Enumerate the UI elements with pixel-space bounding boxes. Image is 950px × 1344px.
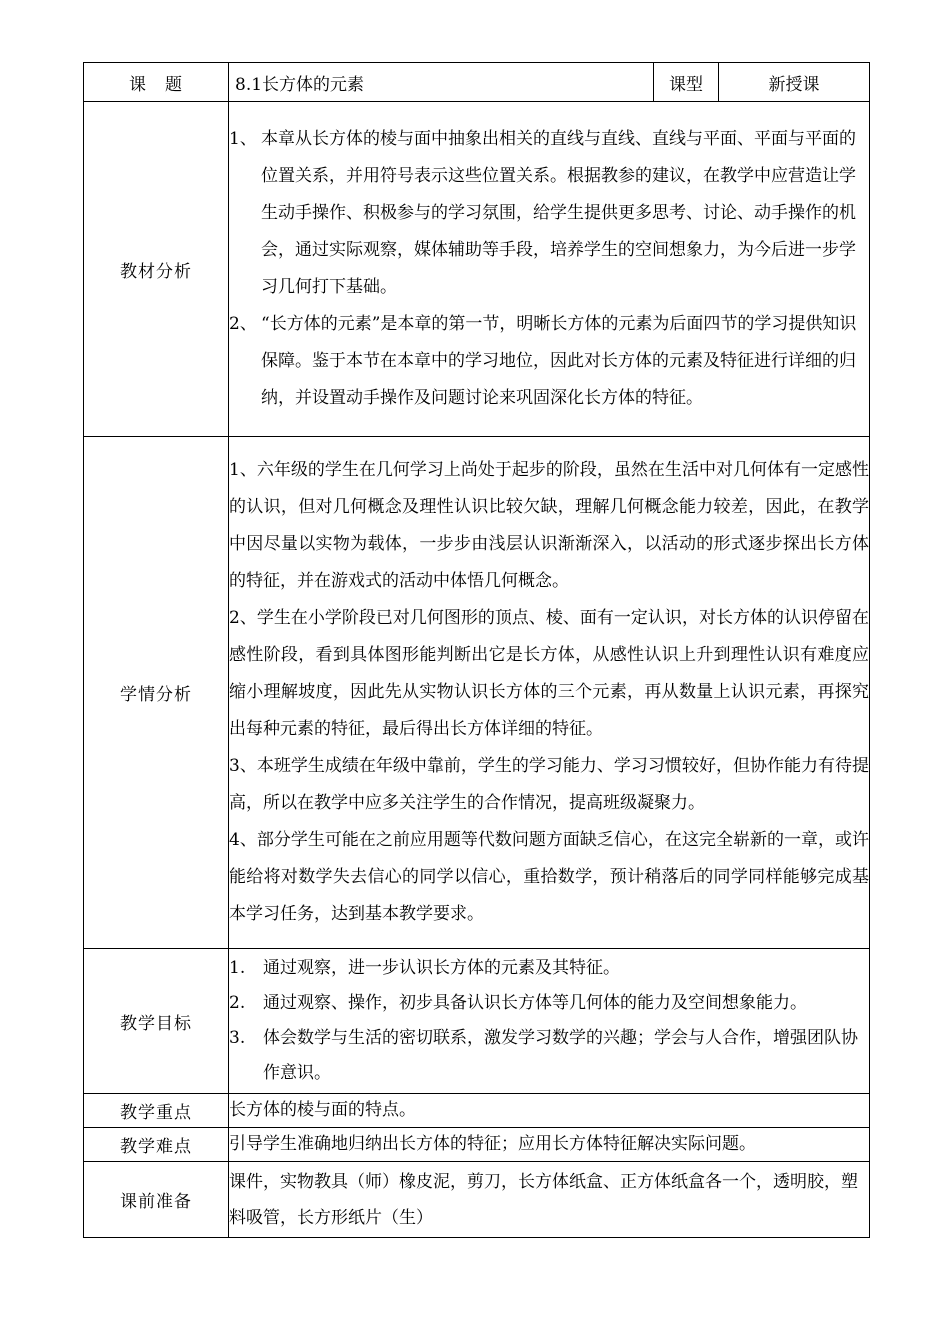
objectives-label: 教学目标 [84,949,229,1094]
student-analysis-paragraph: 1、六年级的学生在几何学习上尚处于起步的阶段，虽然在生活中对几何体有一定感性的认识，但对几何概念及理性认识比较欠缺，理解几何概念能力较差，因此，在教学中因尽量以实物为载体，一步步由浅层认识渐渐深入，以活动的形式逐步探出长方体的特征，并在游戏式的活动中体悟几何概念。 [229,460,869,591]
item-text: 本章从长方体的棱与面中抽象出相关的直线与直线、直线与平面、平面与平面的位置关系，并用符号表示这些位置关系。根据教参的建议，在教学中应营造让学生动手操作、积极参与的学习氛围，给学生提供更多思考、讨论、动手操作的机会，通过实际观察，媒体辅助等手段，培养学生的空间想象力，为今后进一步学习几何打下基础。 [261,129,856,297]
student-analysis-paragraph: 2、学生在小学阶段已对几何图形的顶点、棱、面有一定认识，对长方体的认识停留在感性阶段，看到具体图形能判断出它是长方体，从感性认识上升到理性认识有难度应缩小理解坡度，因此先从实物认识长方体的三个元素，再从数量上认识元素，再探究出每种元素的特征，最后得出长方体详细的特征。 [229,608,869,739]
textbook-analysis-item [229,121,869,306]
student-analysis-paragraph: 4、部分学生可能在之前应用题等代数问题方面缺乏信心，在这完全崭新的一章，或许能给将对数学失去信心的同学以信心，重拾数学，预计稍落后的同学同样能够完成基本学习任务，达到基本教学要求。 [229,830,869,924]
header-row [84,63,870,102]
objective-text: 体会数学与生活的密切联系，激发学习数学的兴趣；学会与人合作，增强团队协作意识。 [263,1028,858,1083]
objective-number: 2. [229,993,246,1013]
textbook-analysis-item [229,306,869,417]
key-points-label: 教学重点 [84,1094,229,1128]
key-points-row [84,1094,870,1128]
student-analysis-label: 学情分析 [84,437,229,949]
objectives-content [229,949,870,1094]
objective-item [229,986,869,1021]
lesson-type-label: 课型 [654,63,719,102]
preparation-label: 课前准备 [84,1162,229,1238]
item-text: “长方体的元素”是本章的第一节，明晰长方体的元素为后面四节的学习提供知识保障。鉴于本节在本章中的学习地位，因此对长方体的元素及特征进行详细的归纳，并设置动手操作及问题讨论来巩固深化长方体的特征。 [261,314,857,408]
objective-item [229,1021,869,1091]
student-analysis-paragraph: 3、本班学生成绩在年级中靠前，学生的学习能力、学习习惯较好，但协作能力有待提高，所以在教学中应多关注学生的合作情况，提高班级凝聚力。 [229,756,869,813]
topic-value: 8.1长方体的元素 [229,63,654,102]
objective-number: 3. [229,1028,246,1048]
textbook-analysis-row [84,102,870,437]
difficulties-text: 引导学生准确地归纳出长方体的特征；应用长方体特征解决实际问题。 [229,1128,870,1162]
objective-text: 通过观察、操作，初步具备认识长方体等几何体的能力及空间想象能力。 [263,993,807,1013]
objective-number: 1. [229,958,246,978]
difficulties-label: 教学难点 [84,1128,229,1162]
objective-text: 通过观察，进一步认识长方体的元素及其特征。 [263,958,620,978]
textbook-analysis-label: 教材分析 [84,102,229,437]
objectives-row [84,949,870,1094]
preparation-row [84,1162,870,1238]
student-analysis-content [229,437,870,949]
lesson-plan-table [83,62,870,1238]
topic-label: 课 题 [84,63,229,102]
key-points-text: 长方体的棱与面的特点。 [229,1094,870,1128]
item-number: 2、 [229,314,257,334]
preparation-text: 课件，实物教具（师）橡皮泥，剪刀，长方体纸盒、正方体纸盒各一个，透明胶，塑料吸管，长方形纸片（生） [229,1162,870,1238]
difficulties-row [84,1128,870,1162]
item-number: 1、 [229,129,257,149]
student-analysis-row [84,437,870,949]
textbook-analysis-content [229,102,870,437]
lesson-type-value: 新授课 [719,63,870,102]
objective-item [229,951,869,986]
